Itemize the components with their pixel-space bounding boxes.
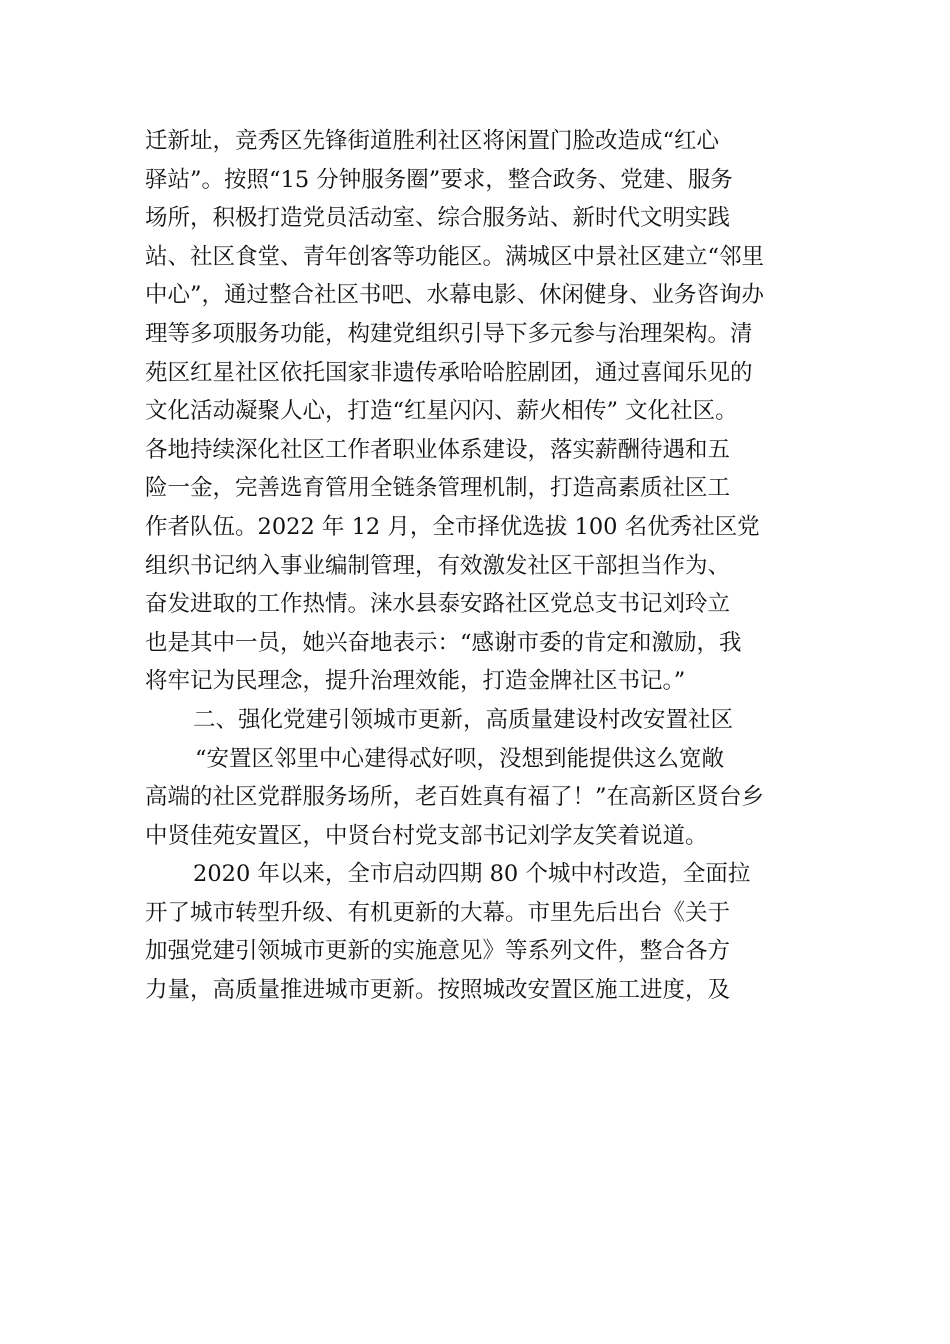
paragraph-line: 高端的社区党群服务场所，老百姓真有福了！”在高新区贤台乡 [145, 784, 765, 811]
paragraph-line: 文化活动凝聚人心，打造“红星闪闪、薪火相传” 文化社区。 [145, 398, 738, 425]
paragraph-line: 也是其中一员，她兴奋地表示：“感谢市委的肯定和激励，我 [145, 629, 742, 656]
paragraph-line: 险一金，完善选育管用全链条管理机制，打造高素质社区工 [145, 475, 731, 502]
paragraph-line: 奋发进取的工作热情。涞水县泰安路社区党总支书记刘玲立 [145, 591, 731, 618]
paragraph-line: 中心”，通过整合社区书吧、水幕电影、休闲健身、业务咨询办 [145, 282, 765, 309]
paragraph-line: 2020 年以来，全市启动四期 80 个城中村改造，全面拉 [193, 861, 751, 888]
paragraph-line: 场所，积极打造党员活动室、综合服务站、新时代文明实践 [145, 205, 731, 232]
paragraph-line: 将牢记为民理念，提升治理效能，打造金牌社区书记。” [145, 668, 686, 695]
paragraph-line: 力量，高质量推进城市更新。按照城改安置区施工进度，及 [145, 977, 731, 1004]
paragraph-line: 驿站”。按照“15 分钟服务圈”要求，整合政务、党建、服务 [145, 166, 733, 193]
paragraph-line: 站、社区食堂、青年创客等功能区。满城区中景社区建立“邻里 [145, 243, 765, 270]
paragraph-line: 中贤佳苑安置区，中贤台村党支部书记刘学友笑着说道。 [145, 822, 708, 849]
paragraph-line: 苑区红星社区依托国家非遗传承哈哈腔剧团，通过喜闻乐见的 [145, 359, 753, 386]
paragraph-line: “安置区邻里中心建得忒好呗，没想到能提供这么宽敞 [195, 745, 725, 772]
paragraph-line: 作者队伍。2022 年 12 月，全市择优选拔 100 名优秀社区党 [145, 513, 760, 540]
document-body [145, 122, 810, 1010]
section-heading: 二、强化党建引领城市更新，高质量建设村改安置社区 [193, 706, 734, 733]
paragraph-line: 迁新址，竞秀区先锋街道胜利社区将闲置门脸改造成“红心 [145, 128, 720, 154]
paragraph-line: 组织书记纳入事业编制管理，有效激发社区干部担当作为、 [145, 552, 731, 579]
paragraph-line: 开了城市转型升级、有机更新的大幕。市里先后出台《关于 [145, 899, 731, 926]
paragraph-line: 加强党建引领城市更新的实施意见》等系列文件，整合各方 [145, 938, 731, 965]
paragraph-line: 理等多项服务功能，构建党组织引导下多元参与治理架构。清 [145, 320, 753, 347]
paragraph-line: 各地持续深化社区工作者职业体系建设，落实薪酬待遇和五 [145, 436, 731, 463]
